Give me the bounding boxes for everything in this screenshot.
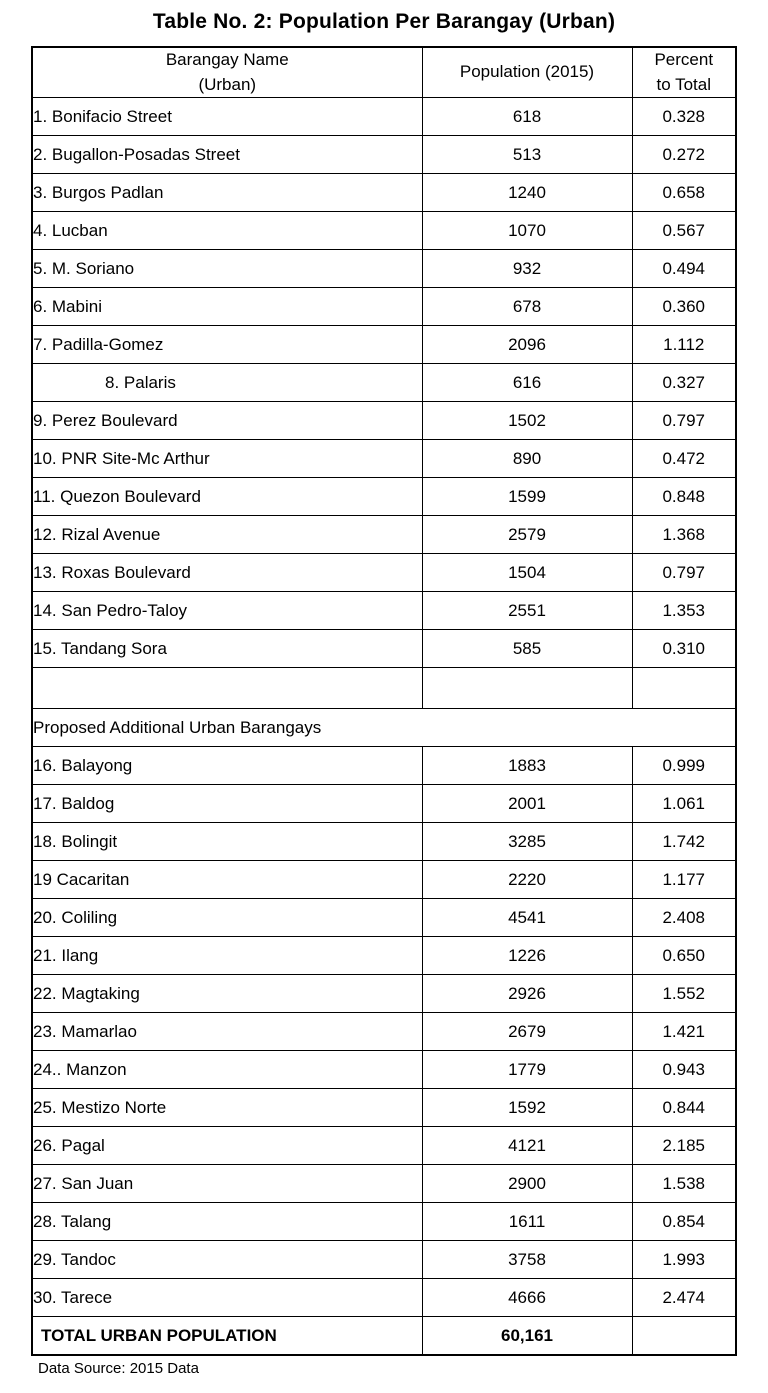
cell-population: 1504 bbox=[422, 554, 632, 592]
cell-barangay-name: 27. San Juan bbox=[32, 1165, 422, 1203]
column-header-barangay-name-line1: Barangay Name bbox=[165, 50, 289, 69]
cell-population: 2579 bbox=[422, 516, 632, 554]
cell-population: 4541 bbox=[422, 899, 632, 937]
table-row bbox=[32, 250, 736, 288]
cell-barangay-name: 26. Pagal bbox=[32, 1127, 422, 1165]
cell-population: 2926 bbox=[422, 975, 632, 1013]
table-spacer-row bbox=[32, 668, 736, 709]
table-row bbox=[32, 937, 736, 975]
cell-population: 513 bbox=[422, 136, 632, 174]
cell-population: 1502 bbox=[422, 402, 632, 440]
cell-population: 618 bbox=[422, 98, 632, 136]
table-row bbox=[32, 592, 736, 630]
cell-population bbox=[422, 668, 632, 709]
column-header-barangay-name bbox=[32, 47, 422, 98]
cell-population: 2900 bbox=[422, 1165, 632, 1203]
cell-population: 2220 bbox=[422, 861, 632, 899]
cell-population: 932 bbox=[422, 250, 632, 288]
cell-population: 3758 bbox=[422, 1241, 632, 1279]
cell-population: 3285 bbox=[422, 823, 632, 861]
cell-percent: 0.797 bbox=[632, 402, 736, 440]
cell-population: 2001 bbox=[422, 785, 632, 823]
cell-percent: 0.567 bbox=[632, 212, 736, 250]
page-title: Table No. 2: Population Per Barangay (Urban) bbox=[152, 10, 616, 33]
table-row bbox=[32, 288, 736, 326]
cell-population: 1599 bbox=[422, 478, 632, 516]
cell-percent: 0.658 bbox=[632, 174, 736, 212]
cell-population: 2096 bbox=[422, 326, 632, 364]
cell-percent: 0.272 bbox=[632, 136, 736, 174]
cell-population: 1240 bbox=[422, 174, 632, 212]
cell-percent: 1.742 bbox=[632, 823, 736, 861]
table-row bbox=[32, 1279, 736, 1317]
cell-barangay-name: 4. Lucban bbox=[32, 212, 422, 250]
population-table bbox=[31, 46, 737, 1356]
table-row bbox=[32, 899, 736, 937]
cell-barangay-name: 22. Magtaking bbox=[32, 975, 422, 1013]
cell-barangay-name: 7. Padilla-Gomez bbox=[32, 326, 422, 364]
cell-barangay-name: 19 Cacaritan bbox=[32, 861, 422, 899]
cell-barangay-name: 25. Mestizo Norte bbox=[32, 1089, 422, 1127]
table-row bbox=[32, 785, 736, 823]
column-header-percent bbox=[632, 47, 736, 98]
table-row bbox=[32, 1165, 736, 1203]
cell-barangay-name: 8. Palaris bbox=[32, 364, 422, 402]
data-source-note: Data Source: 2015 Data bbox=[38, 1360, 199, 1378]
cell-percent: 1.421 bbox=[632, 1013, 736, 1051]
cell-population: 585 bbox=[422, 630, 632, 668]
cell-percent: 0.328 bbox=[632, 98, 736, 136]
cell-percent: 0.844 bbox=[632, 1089, 736, 1127]
cell-total-percent bbox=[632, 1317, 736, 1356]
cell-barangay-name: 24.. Manzon bbox=[32, 1051, 422, 1089]
cell-percent: 0.494 bbox=[632, 250, 736, 288]
column-header-population-line1: Population (2015) bbox=[459, 62, 595, 82]
table-row bbox=[32, 747, 736, 785]
table-row bbox=[32, 861, 736, 899]
table-row bbox=[32, 98, 736, 136]
cell-barangay-name: 11. Quezon Boulevard bbox=[32, 478, 422, 516]
cell-barangay-name: 21. Ilang bbox=[32, 937, 422, 975]
cell-total-label: TOTAL URBAN POPULATION bbox=[32, 1317, 422, 1356]
table-row bbox=[32, 1241, 736, 1279]
table-row bbox=[32, 364, 736, 402]
table-row bbox=[32, 402, 736, 440]
table-section-header-row bbox=[32, 709, 736, 747]
cell-barangay-name bbox=[32, 668, 422, 709]
cell-barangay-name: 17. Baldog bbox=[32, 785, 422, 823]
table-row bbox=[32, 1051, 736, 1089]
column-header-percent-line2: to Total bbox=[656, 74, 711, 94]
cell-population: 678 bbox=[422, 288, 632, 326]
cell-barangay-name: 23. Mamarlao bbox=[32, 1013, 422, 1051]
cell-barangay-name: 3. Burgos Padlan bbox=[32, 174, 422, 212]
table-row bbox=[32, 1203, 736, 1241]
table-row bbox=[32, 554, 736, 592]
cell-population: 1883 bbox=[422, 747, 632, 785]
cell-barangay-name: 14. San Pedro-Taloy bbox=[32, 592, 422, 630]
column-header-barangay-name-line2: (Urban) bbox=[198, 74, 257, 94]
table-row bbox=[32, 478, 736, 516]
cell-percent: 1.353 bbox=[632, 592, 736, 630]
cell-percent: 1.538 bbox=[632, 1165, 736, 1203]
cell-barangay-name: 9. Perez Boulevard bbox=[32, 402, 422, 440]
cell-percent: 1.993 bbox=[632, 1241, 736, 1279]
cell-barangay-name: 30. Tarece bbox=[32, 1279, 422, 1317]
cell-barangay-name: 5. M. Soriano bbox=[32, 250, 422, 288]
column-header-percent-line1: Percent bbox=[654, 50, 714, 69]
table-row bbox=[32, 212, 736, 250]
cell-percent: 2.474 bbox=[632, 1279, 736, 1317]
cell-barangay-name: 20. Coliling bbox=[32, 899, 422, 937]
cell-percent: 0.327 bbox=[632, 364, 736, 402]
cell-population: 2679 bbox=[422, 1013, 632, 1051]
cell-population: 1779 bbox=[422, 1051, 632, 1089]
table-header-row bbox=[32, 47, 736, 98]
table-row bbox=[32, 630, 736, 668]
cell-population: 1592 bbox=[422, 1089, 632, 1127]
table-row bbox=[32, 136, 736, 174]
cell-population: 1070 bbox=[422, 212, 632, 250]
cell-population: 4666 bbox=[422, 1279, 632, 1317]
cell-population: 4121 bbox=[422, 1127, 632, 1165]
cell-population: 2551 bbox=[422, 592, 632, 630]
cell-barangay-name: 29. Tandoc bbox=[32, 1241, 422, 1279]
cell-population: 616 bbox=[422, 364, 632, 402]
table-header bbox=[32, 47, 736, 98]
table-row bbox=[32, 440, 736, 478]
cell-percent: 1.061 bbox=[632, 785, 736, 823]
column-header-population bbox=[422, 47, 632, 98]
table-row bbox=[32, 174, 736, 212]
cell-population: 890 bbox=[422, 440, 632, 478]
cell-percent: 0.310 bbox=[632, 630, 736, 668]
cell-total-population: 60,161 bbox=[422, 1317, 632, 1356]
cell-barangay-name: 2. Bugallon-Posadas Street bbox=[32, 136, 422, 174]
cell-barangay-name: 28. Talang bbox=[32, 1203, 422, 1241]
section-header-proposed-additional: Proposed Additional Urban Barangays bbox=[32, 709, 736, 747]
cell-barangay-name: 10. PNR Site-Mc Arthur bbox=[32, 440, 422, 478]
cell-population: 1226 bbox=[422, 937, 632, 975]
cell-percent: 1.112 bbox=[632, 326, 736, 364]
table-row bbox=[32, 975, 736, 1013]
cell-barangay-name: 6. Mabini bbox=[32, 288, 422, 326]
cell-barangay-name: 13. Roxas Boulevard bbox=[32, 554, 422, 592]
cell-percent: 1.177 bbox=[632, 861, 736, 899]
cell-percent: 1.368 bbox=[632, 516, 736, 554]
table-row bbox=[32, 1089, 736, 1127]
cell-population: 1611 bbox=[422, 1203, 632, 1241]
cell-percent: 0.650 bbox=[632, 937, 736, 975]
table-row bbox=[32, 516, 736, 554]
table-body bbox=[32, 98, 736, 1356]
table-row bbox=[32, 1013, 736, 1051]
table-row bbox=[32, 326, 736, 364]
cell-percent: 2.408 bbox=[632, 899, 736, 937]
cell-percent: 0.848 bbox=[632, 478, 736, 516]
cell-percent: 2.185 bbox=[632, 1127, 736, 1165]
cell-barangay-name: 18. Bolingit bbox=[32, 823, 422, 861]
cell-percent: 1.552 bbox=[632, 975, 736, 1013]
cell-percent: 0.472 bbox=[632, 440, 736, 478]
table-total-row bbox=[32, 1317, 736, 1356]
cell-percent: 0.360 bbox=[632, 288, 736, 326]
table-row bbox=[32, 823, 736, 861]
table-row bbox=[32, 1127, 736, 1165]
cell-percent: 0.999 bbox=[632, 747, 736, 785]
cell-barangay-name: 16. Balayong bbox=[32, 747, 422, 785]
cell-percent: 0.943 bbox=[632, 1051, 736, 1089]
cell-barangay-name: 12. Rizal Avenue bbox=[32, 516, 422, 554]
cell-barangay-name: 1. Bonifacio Street bbox=[32, 98, 422, 136]
cell-percent: 0.797 bbox=[632, 554, 736, 592]
cell-percent bbox=[632, 668, 736, 709]
cell-barangay-name: 15. Tandang Sora bbox=[32, 630, 422, 668]
cell-percent: 0.854 bbox=[632, 1203, 736, 1241]
